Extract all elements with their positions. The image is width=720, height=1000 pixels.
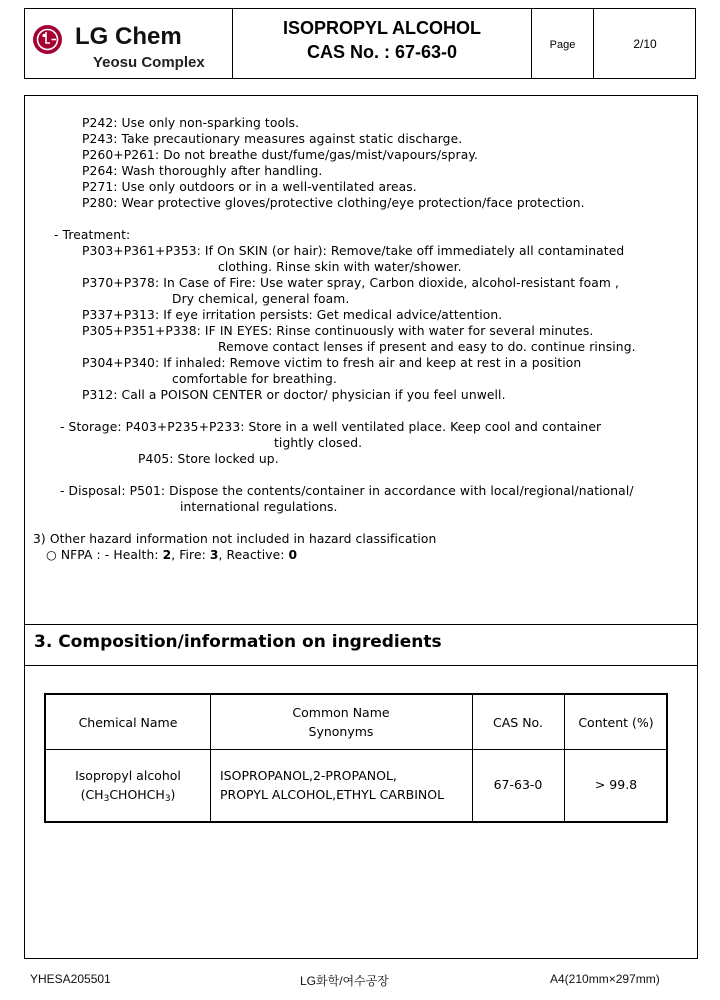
statement-line: comfortable for breathing.	[172, 372, 337, 386]
disposal-line: international regulations.	[180, 500, 338, 514]
document-title: ISOPROPYL ALCOHOL	[282, 18, 482, 38]
formula-part: )	[170, 787, 176, 802]
footer-paper-size: A4(210mm×297mm)	[550, 972, 660, 986]
logo-cell	[25, 9, 233, 78]
formula-subscript: 3	[103, 794, 110, 804]
statement-line: P370+P378: In Case of Fire: Use water spray, Carbon dioxide, alcohol-resistant foam ,	[82, 276, 619, 290]
page-number: 2/10	[633, 37, 657, 51]
statement-line: P280: Wear protective gloves/protective clothing/eye protection/face protection.	[82, 196, 585, 210]
nfpa-reactive-label: , Reactive:	[218, 548, 289, 562]
statement-line: Remove contact lenses if present and easy to do. continue rinsing.	[218, 340, 636, 354]
content-frame	[24, 95, 698, 959]
lg-logo-icon	[33, 25, 62, 54]
statement-line: P312: Call a POISON CENTER or doctor/ physician if you feel unwell.	[82, 388, 506, 402]
cell-cas: 67-63-0	[493, 777, 543, 792]
cell-formula	[46, 787, 210, 802]
cell-chemical-name: Isopropyl alcohol	[75, 768, 181, 783]
statement-line: P243: Take precautionary measures against static discharge.	[82, 132, 463, 146]
disposal-line: - Disposal: P501: Dispose the contents/container in accordance with local/regional/national/	[60, 484, 634, 498]
statement-line: P242: Use only non-sparking tools.	[82, 116, 300, 130]
cell-content: > 99.8	[594, 777, 638, 792]
storage-line: tightly closed.	[274, 436, 363, 450]
other-hazard-heading: 3) Other hazard information not included in hazard classification	[33, 532, 437, 546]
storage-line: P405: Store locked up.	[138, 452, 279, 466]
composition-table	[44, 693, 668, 823]
statement-line: P260+P261: Do not breathe dust/fume/gas/mist/vapours/spray.	[82, 148, 478, 162]
section-title: 3. Composition/information on ingredients	[34, 632, 442, 652]
nfpa-prefix: ○ NFPA : - Health:	[46, 548, 163, 562]
header-common-name: Common Name	[292, 705, 390, 720]
treatment-heading: - Treatment:	[54, 228, 131, 242]
cell-synonyms-line2: PROPYL ALCOHOL,ETHYL CARBINOL	[220, 787, 445, 802]
nfpa-line	[46, 548, 297, 562]
section-heading-bar	[24, 624, 698, 666]
statement-line: P271: Use only outdoors or in a well-ventilated areas.	[82, 180, 417, 194]
statement-line: clothing. Rinse skin with water/shower.	[218, 260, 462, 274]
page-label: Page	[549, 39, 576, 51]
formula-part: (CH	[80, 787, 104, 802]
company-site: Yeosu Complex	[93, 54, 205, 71]
table-divider	[46, 749, 666, 750]
statement-line: Dry chemical, general foam.	[172, 292, 350, 306]
formula-subscript: 3	[164, 794, 171, 804]
page-label-cell	[532, 9, 594, 78]
footer-doc-code: YHESA205501	[30, 972, 111, 986]
document-header	[24, 8, 696, 79]
title-cell	[233, 9, 532, 78]
storage-line: - Storage: P403+P235+P233: Store in a well ventilated place. Keep cool and container	[60, 420, 602, 434]
statement-line: P304+P340: If inhaled: Remove victim to fresh air and keep at rest in a position	[82, 356, 582, 370]
nfpa-reactive: 0	[288, 548, 298, 562]
statement-line: P337+P313: If eye irritation persists: Get medical advice/attention.	[82, 308, 503, 322]
statement-line: P305+P351+P338: IF IN EYES: Rinse continuously with water for several minutes.	[82, 324, 594, 338]
cell-synonyms-line1: ISOPROPANOL,2-PROPANOL,	[220, 768, 397, 783]
statement-line: P264: Wash thoroughly after handling.	[82, 164, 323, 178]
formula-part: CHOHCH	[109, 787, 165, 802]
statement-line: P303+P361+P353: If On SKIN (or hair): Remove/take off immediately all contaminated	[82, 244, 625, 258]
table-divider	[472, 695, 473, 821]
header-synonyms: Synonyms	[308, 724, 374, 739]
nfpa-health: 2	[162, 548, 172, 562]
company-name: LG Chem	[75, 23, 182, 50]
header-content: Content (%)	[578, 715, 654, 730]
nfpa-fire: 3	[209, 548, 219, 562]
page-number-cell	[594, 9, 696, 78]
header-chemical-name: Chemical Name	[78, 715, 178, 730]
cas-number-title: CAS No. : 67-63-0	[306, 42, 458, 62]
header-cas: CAS No.	[493, 715, 543, 730]
footer-company: LG화학/여수공장	[300, 974, 389, 988]
nfpa-fire-label: , Fire:	[171, 548, 210, 562]
table-divider	[564, 695, 565, 821]
